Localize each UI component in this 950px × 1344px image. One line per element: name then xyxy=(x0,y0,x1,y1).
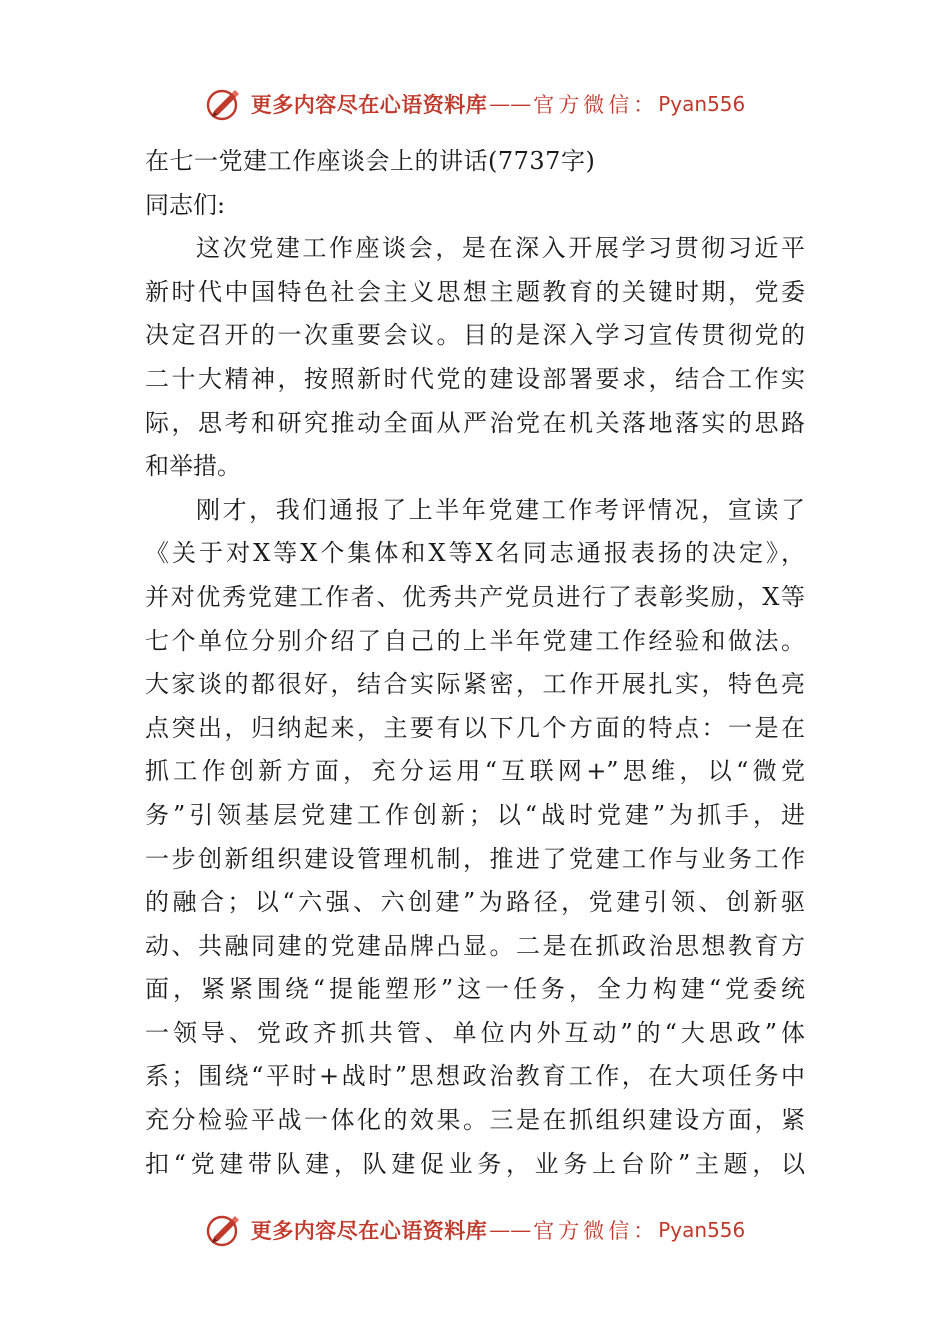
text-line: 务”引领基层党建工作创新；以“战时党建”为抓手，进 xyxy=(145,800,805,829)
banner-separator: —— xyxy=(489,1218,532,1242)
top-banner xyxy=(0,84,950,124)
banner-wechat-id: Pyan556 xyxy=(658,1218,746,1242)
text-line: 二十大精神，按照新时代党的建设部署要求，结合工作实 xyxy=(145,364,805,393)
text-line: 并对优秀党建工作者、优秀共产党员进行了表彰奖励，X等 xyxy=(145,582,805,611)
banner-wechat-label: 官方微信： xyxy=(533,93,659,117)
text-line: 决定召开的一次重要会议。目的是深入学习宣传贯彻党的 xyxy=(145,321,805,350)
text-line: 七个单位分别介绍了自己的上半年党建工作经验和做法。 xyxy=(145,626,805,655)
text-line: 动、共融同建的党建品牌凸显。二是在抓政治思想教育方 xyxy=(145,931,805,960)
text-line: 面，紧紧围绕“提能塑形”这一任务，全力构建“党委统 xyxy=(145,975,805,1004)
text-line: 一步创新组织建设管理机制，推进了党建工作与业务工作 xyxy=(145,844,805,873)
text-line: 和举措。 xyxy=(145,452,241,481)
text-line: 点突出，归纳起来，主要有以下几个方面的特点：一是在 xyxy=(145,713,805,742)
text-line: 充分检验平战一体化的效果。三是在抓组织建设方面，紧 xyxy=(145,1106,805,1135)
pen-logo-icon xyxy=(205,1211,243,1249)
text-line: 《关于对X等X个集体和X等X名同志通报表扬的决定》， xyxy=(145,539,805,568)
document-body xyxy=(145,140,805,1186)
pen-logo-icon xyxy=(205,85,243,123)
banner-main-text: 更多内容尽在心语资料库 xyxy=(250,1218,488,1243)
text-line: 抓工作创新方面，充分运用“互联网+”思维，以“微党 xyxy=(145,757,805,786)
text-line: 的融合；以“六强、六创建”为路径，党建引领、创新驱 xyxy=(145,888,805,917)
text-line: 扣“党建带队建，队建促业务，业务上台阶”主题，以 xyxy=(145,1149,805,1178)
text-line: 一领导、党政齐抓共管、单位内外互动”的“大思政”体 xyxy=(145,1018,805,1047)
text-line: 际，思考和研究推动全面从严治党在机关落地落实的思路 xyxy=(145,408,805,437)
text-line: 系；围绕“平时+战时”思想政治教育工作，在大项任务中 xyxy=(145,1062,805,1091)
salutation: 同志们: xyxy=(145,190,226,219)
text-line: 新时代中国特色社会主义思想主题教育的关键时期，党委 xyxy=(145,277,805,306)
text-line: 刚才，我们通报了上半年党建工作考评情况，宣读了 xyxy=(196,495,805,524)
text-line: 这次党建工作座谈会，是在深入开展学习贯彻习近平 xyxy=(196,234,805,263)
document-title: 在七一党建工作座谈会上的讲话(7737字) xyxy=(145,147,596,175)
banner-main-text: 更多内容尽在心语资料库 xyxy=(250,92,488,117)
banner-wechat-label: 官方微信： xyxy=(533,1219,659,1243)
bottom-banner xyxy=(0,1210,950,1250)
banner-separator: —— xyxy=(489,92,532,116)
banner-wechat-id: Pyan556 xyxy=(658,92,746,116)
text-line: 大家谈的都很好，结合实际紧密，工作开展扎实，特色亮 xyxy=(145,670,805,699)
